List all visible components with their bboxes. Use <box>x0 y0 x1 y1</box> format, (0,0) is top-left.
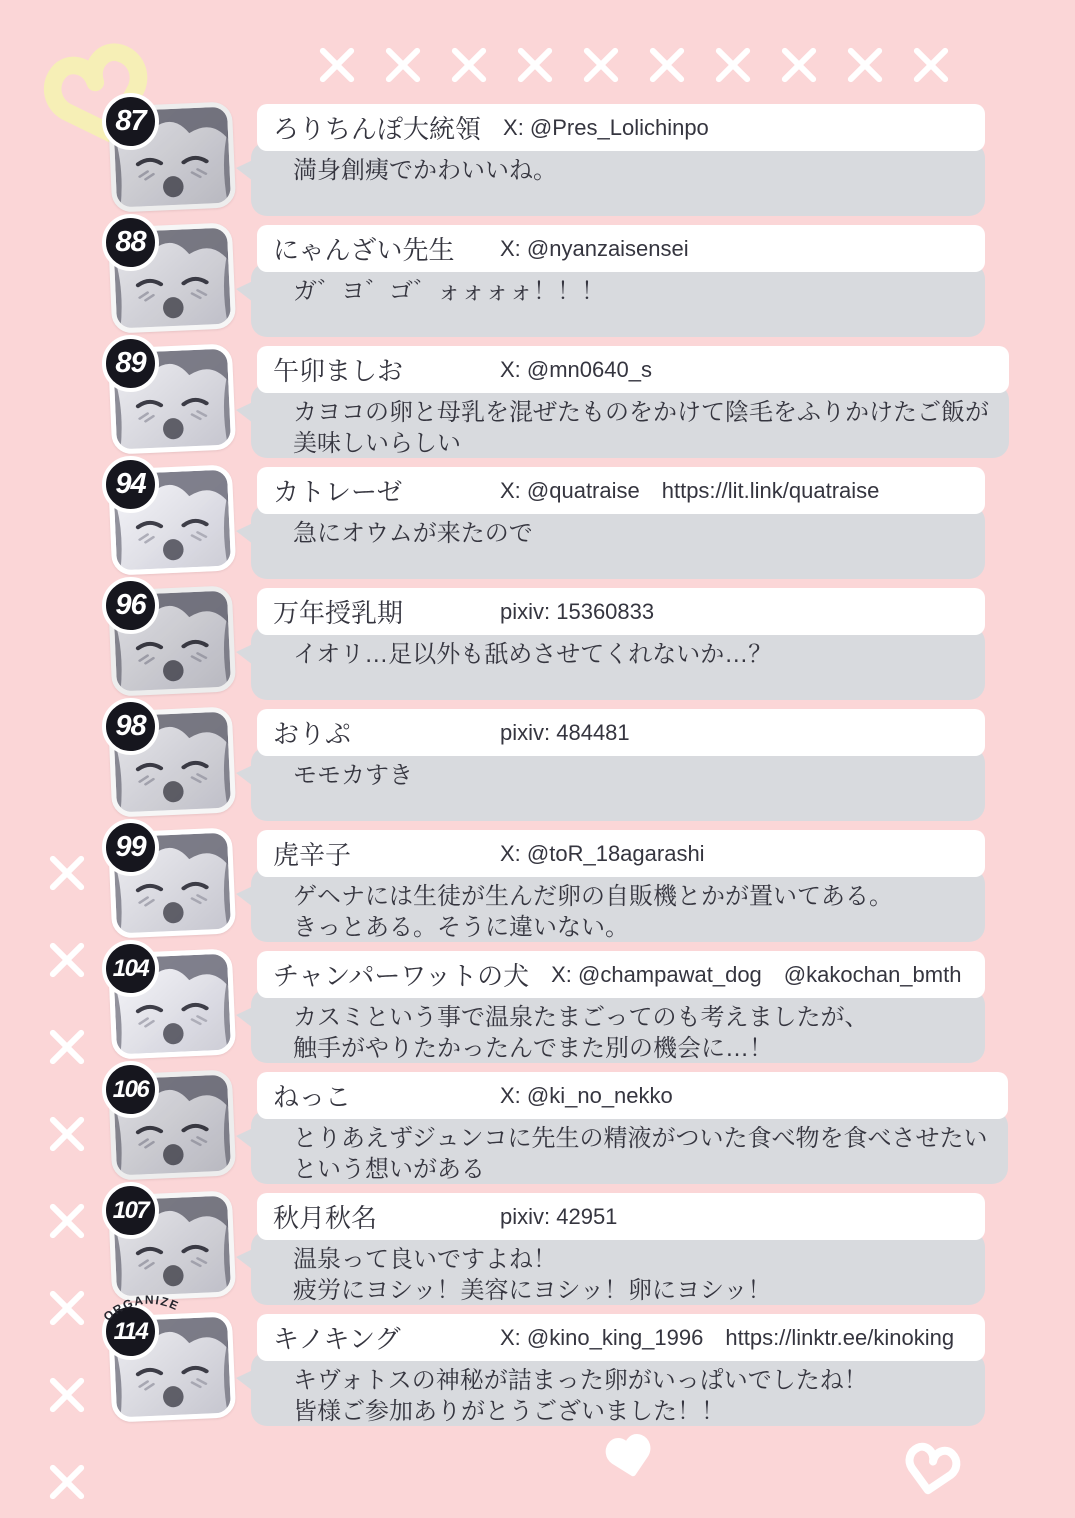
speech-bubble <box>251 225 985 337</box>
svg-text:ORGANIZE: ORGANIZE <box>100 1292 182 1324</box>
contributor-entry <box>110 588 985 700</box>
contributor-handle: X: @nyanzaisensei <box>500 235 689 261</box>
contributor-name: 万年授乳期 <box>273 598 404 628</box>
entry-number: 98 <box>115 710 146 742</box>
entry-number-badge <box>102 698 159 755</box>
x-mark-icon <box>448 44 490 86</box>
bubble-tail <box>236 158 257 184</box>
entry-number-badge <box>102 335 159 392</box>
avatar <box>110 588 234 694</box>
comment-line: 温泉って良いですよね！ <box>293 1246 557 1273</box>
contributor-comment <box>251 1352 985 1426</box>
contributor-comment <box>251 505 985 579</box>
comment-line: 触手がやりたかったんでまた別の機会に…！ <box>293 1035 773 1062</box>
x-mark-icon <box>46 1026 88 1068</box>
x-mark-icon <box>844 44 886 86</box>
speech-bubble <box>251 104 985 216</box>
x-pattern-column <box>46 852 88 1503</box>
contributor-name: おりぷ <box>273 719 352 749</box>
entry-number-badge <box>102 1061 159 1118</box>
contributor-entry <box>110 1072 988 1184</box>
contributor-header <box>257 225 985 272</box>
x-mark-icon <box>46 852 88 894</box>
x-mark-icon <box>712 44 754 86</box>
speech-bubble <box>251 830 985 942</box>
avatar <box>100 1292 234 1420</box>
bubble-tail <box>236 521 257 547</box>
comment-line: 美味しいらしい <box>293 430 461 457</box>
contributor-link: https://lit.link/quatraise <box>661 477 880 503</box>
contributor-handle: X: @ki_no_nekko <box>500 1082 673 1108</box>
entry-number-badge <box>102 214 159 271</box>
contributor-header <box>257 346 1009 393</box>
contributor-name: 秋月秋名 <box>273 1203 378 1233</box>
entry-number: 114 <box>113 1317 148 1345</box>
entry-number-badge <box>102 1182 159 1239</box>
x-mark-icon <box>46 1461 88 1503</box>
speech-bubble <box>251 951 985 1063</box>
contributor-entry <box>110 346 989 458</box>
contributor-name: 午卯ましお <box>273 356 404 386</box>
speech-bubble <box>251 1314 985 1426</box>
x-mark-icon <box>646 44 688 86</box>
x-mark-icon <box>46 1200 88 1242</box>
comment-line: とりあえずジュンコに先生の精液がついた食べ物を食べさせたい <box>293 1125 988 1152</box>
avatar <box>110 346 234 452</box>
x-mark-icon <box>580 44 622 86</box>
contributor-handle: X: @toR_18agarashi <box>500 840 705 866</box>
avatar <box>110 1072 234 1178</box>
comment-text <box>293 397 989 459</box>
heart-outline-icon <box>887 1432 974 1514</box>
organizer-arc-label <box>98 1287 190 1327</box>
comment-text <box>293 1002 965 1064</box>
x-mark-icon <box>46 1374 88 1416</box>
comment-line: イオリ…足以外も舐めさせてくれないか…？ <box>293 641 773 668</box>
x-mark-icon <box>46 1113 88 1155</box>
contributor-handle: X: @champawat_dog <box>551 961 762 987</box>
bubble-tail <box>236 763 257 789</box>
contributor-name: ねっこ <box>273 1082 352 1112</box>
comment-text <box>293 881 965 943</box>
contributor-comment <box>251 263 985 337</box>
contributor-name: ろりちんぽ大統領 <box>273 114 482 144</box>
contributor-header <box>257 951 985 998</box>
comment-line: ゲヘナには生徒が生んだ卵の自販機とかが置いてある。 <box>293 883 893 910</box>
comment-line: カスミという事で温泉たまごってのも考えましたが、 <box>293 1004 869 1031</box>
speech-bubble <box>251 1193 985 1305</box>
contributor-header <box>257 709 985 756</box>
contributor-comment <box>251 747 985 821</box>
entry-number: 94 <box>115 468 146 500</box>
speech-bubble <box>251 1072 1008 1184</box>
entry-number-badge <box>102 819 159 876</box>
entry-number: 106 <box>112 1075 149 1103</box>
comment-text <box>293 155 965 186</box>
bubble-tail <box>236 1126 257 1152</box>
entry-number: 87 <box>115 105 146 137</box>
contributor-name: チャンパーワットの犬 <box>273 961 530 991</box>
bubble-tail <box>236 642 257 668</box>
contributor-entry <box>110 467 985 579</box>
speech-bubble <box>251 467 985 579</box>
contributor-comment <box>251 384 1009 458</box>
x-mark-icon <box>46 939 88 981</box>
x-mark-icon <box>778 44 820 86</box>
bubble-tail <box>236 884 257 910</box>
comment-text <box>293 276 965 307</box>
entry-number: 107 <box>112 1196 149 1224</box>
bubble-tail <box>236 279 257 305</box>
contributor-header <box>257 1193 985 1240</box>
x-mark-icon <box>910 44 952 86</box>
comment-text <box>293 1365 965 1427</box>
avatar <box>110 1193 234 1299</box>
contributor-handle: X: @Pres_Lolichinpo <box>503 114 709 140</box>
contributor-header <box>257 1314 985 1361</box>
contributor-handle: X: @quatraise <box>500 477 640 503</box>
contributor-name: 虎辛子 <box>273 840 352 870</box>
comment-line: 急にオウムが来たので <box>293 520 533 547</box>
comment-line: モモカすき <box>293 762 413 789</box>
x-mark-icon <box>514 44 556 86</box>
contributor-link: https://linktr.ee/kinoking <box>725 1324 955 1350</box>
comment-line: カヨコの卵と母乳を混ぜたものをかけて陰毛をふりかけたご飯が <box>293 399 989 426</box>
comment-line: という想いがある <box>293 1156 485 1183</box>
contributor-comment <box>251 1231 985 1305</box>
comment-line: キヴォトスの神秘が詰まった卵がいっぱいでしたね！ <box>293 1367 868 1394</box>
contributor-entry <box>110 709 985 821</box>
x-mark-icon <box>46 1287 88 1329</box>
comment-line: 皆様ご参加ありがとうございました！！ <box>293 1398 725 1425</box>
avatar <box>110 709 234 815</box>
speech-bubble <box>251 709 985 821</box>
contributor-header <box>257 588 985 635</box>
contributor-entry <box>110 1193 985 1305</box>
avatar <box>110 104 234 210</box>
contributor-comment <box>251 142 985 216</box>
contributor-list <box>100 104 989 1435</box>
comment-text <box>293 1244 965 1306</box>
contributor-handle: pixiv: 484481 <box>500 719 630 745</box>
contributor-header <box>257 1072 1008 1119</box>
entry-number-badge <box>102 456 159 513</box>
comment-text <box>293 760 965 791</box>
contributor-header <box>257 104 985 151</box>
contributor-entry <box>110 225 985 337</box>
entry-number: 96 <box>115 589 146 621</box>
contributor-header <box>257 467 985 514</box>
bubble-tail <box>236 1368 257 1394</box>
bubble-tail <box>236 400 257 426</box>
entry-number: 104 <box>112 954 149 982</box>
bubble-tail <box>236 1247 257 1273</box>
contributor-handle: pixiv: 42951 <box>500 1203 618 1229</box>
comment-line: 満身創痍でかわいいね。 <box>293 157 557 184</box>
contributor-header <box>257 830 985 877</box>
speech-bubble <box>251 588 985 700</box>
comment-text <box>293 518 965 549</box>
entry-number: 88 <box>115 226 146 258</box>
comment-text <box>293 1123 988 1185</box>
comment-line: きっとある。そうに違いない。 <box>293 914 629 941</box>
avatar <box>110 467 234 573</box>
contributor-comment <box>251 626 985 700</box>
contributor-handle: X: @mn0640_s <box>500 356 652 382</box>
contributor-name: にゃんざい先生 <box>273 235 455 265</box>
avatar <box>110 951 234 1057</box>
contributor-link: @kakochan_bmth <box>783 961 962 987</box>
contributor-handle: X: @kino_king_1996 <box>500 1324 704 1350</box>
x-pattern-row <box>316 44 952 86</box>
contributor-entry <box>100 1292 985 1426</box>
entry-number-badge <box>102 577 159 634</box>
speech-bubble <box>251 346 1009 458</box>
bubble-tail <box>236 1005 257 1031</box>
contributor-entry <box>110 104 985 216</box>
contributor-name: キノキング <box>273 1324 401 1354</box>
comment-line: ガ゛ヨ゛ゴ゛ォォォォ！！！ <box>293 278 605 305</box>
contributor-comment <box>251 989 985 1063</box>
x-mark-icon <box>316 44 358 86</box>
contributor-comment <box>251 1110 1008 1184</box>
avatar <box>110 830 234 936</box>
entry-number-badge <box>102 940 159 997</box>
entry-number: 99 <box>115 831 146 863</box>
comment-line: 疲労にヨシッ！美容にヨシッ！卵にヨシッ！ <box>293 1277 772 1304</box>
contributor-name: カトレーゼ <box>273 477 403 507</box>
contributor-comment <box>251 868 985 942</box>
entry-number-badge <box>102 93 159 150</box>
contributor-handle: pixiv: 15360833 <box>500 598 655 624</box>
avatar <box>110 225 234 331</box>
contributor-entry <box>110 830 985 942</box>
x-mark-icon <box>382 44 424 86</box>
entry-number: 89 <box>115 347 146 379</box>
contributor-entry <box>110 951 985 1063</box>
comment-text <box>293 639 965 670</box>
